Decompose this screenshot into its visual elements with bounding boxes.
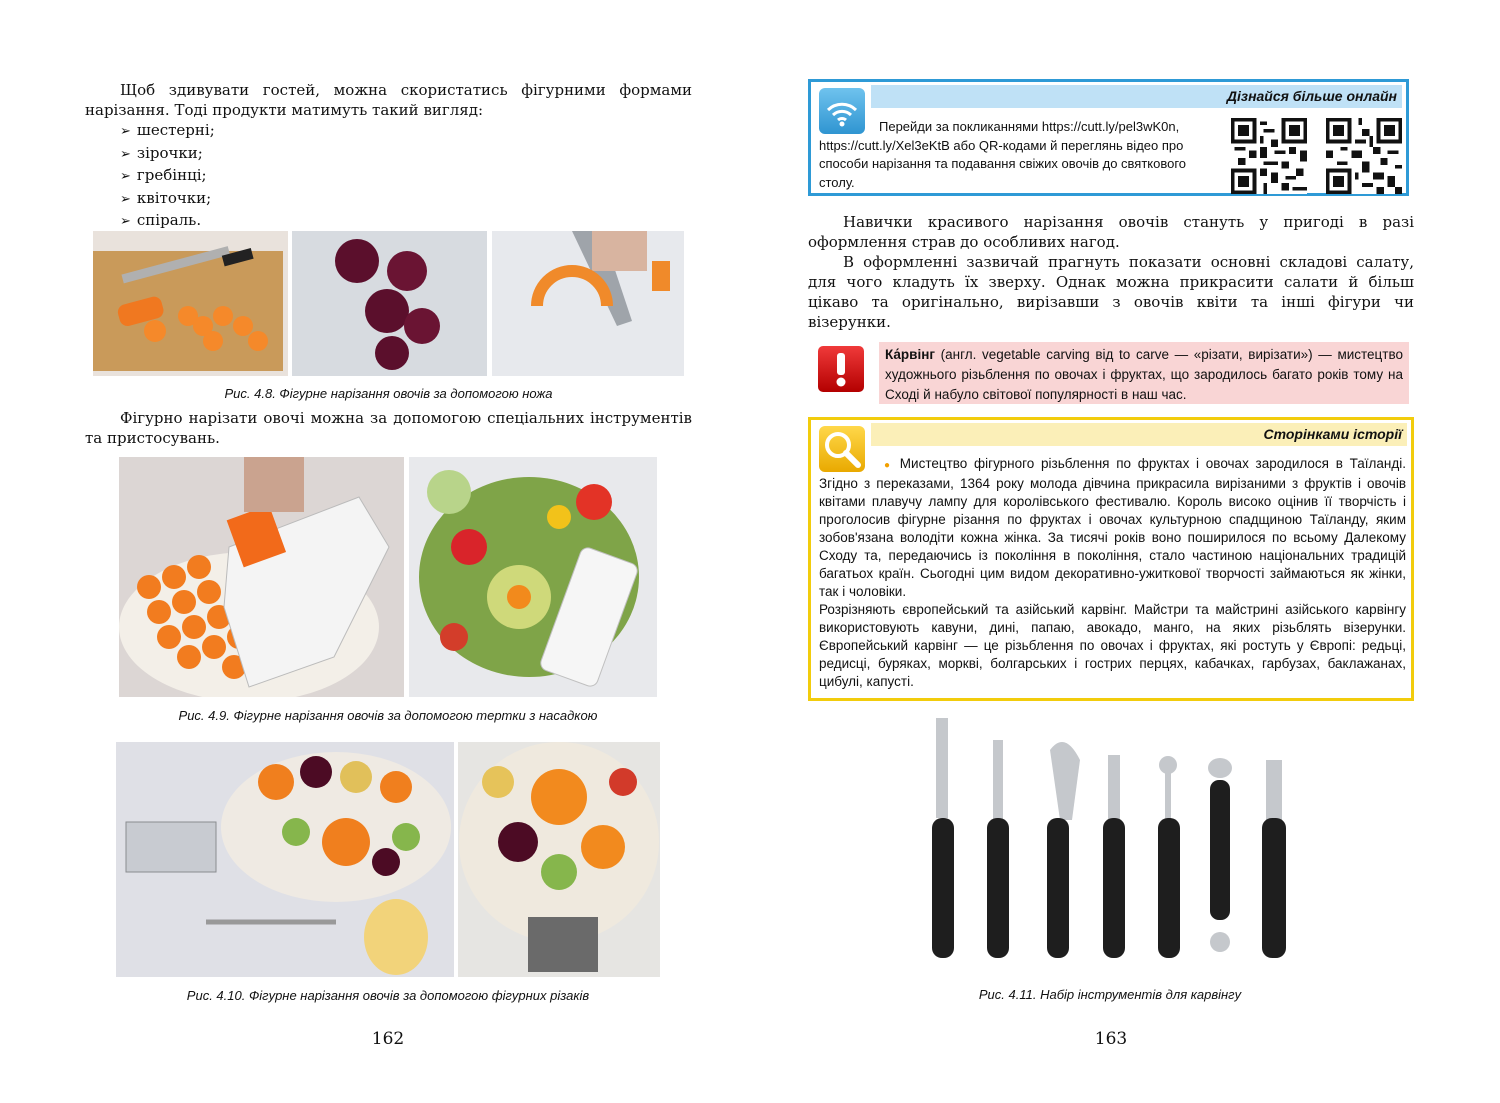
bullet-arrow-icon: ➢ xyxy=(120,169,131,184)
cutters-platter-2-photo xyxy=(458,742,660,977)
online-box-title: Дізнайся більше онлайн xyxy=(871,85,1402,108)
list-item: ➢ зірочки; xyxy=(120,143,203,162)
beet-stars-photo xyxy=(292,231,487,376)
bullet-arrow-icon: ➢ xyxy=(120,124,131,139)
page-number: 162 xyxy=(371,1029,405,1049)
figure-4-9-caption: Рис. 4.9. Фігурне нарізання овочів за допомогою тертки з насадкою xyxy=(178,708,598,723)
list-item: ➢ спіраль. xyxy=(120,211,202,229)
figure-4-11-caption: Рис. 4.11. Набір інструментів для карвінгу xyxy=(978,987,1242,1002)
carving-definition-text: (англ. vegetable carving від to carve — «різати, вирізати») — мистецтво художнього різьблення по овочах і фруктах, що зародилось багато років тому на Сході й набуло світової популярності в наш час. xyxy=(885,347,1403,402)
cutters-platter-photo xyxy=(116,742,454,977)
carrot-gear-cutting-photo xyxy=(492,231,684,376)
history-box-title: Сторінками історії xyxy=(871,423,1407,446)
decorated-platter-photo xyxy=(409,457,657,697)
right-page xyxy=(750,0,1500,1103)
qr-code-1[interactable] xyxy=(1231,118,1307,194)
shapes-list xyxy=(120,120,692,233)
page-number: 163 xyxy=(1094,1029,1128,1049)
list-item: ➢ квіточки; xyxy=(120,188,212,207)
carrot-board-photo xyxy=(93,231,288,376)
paragraph-1: Навички красивого нарізання овочів стануть у пригоді в разі оформлення страв до особливих нагод. xyxy=(808,213,1414,251)
bullet-arrow-icon: ➢ xyxy=(120,191,131,207)
intro-paragraph: Щоб здивувати гостей, можна скористатись фігурними формами нарізання. Тоді продукти матимуть такий вигляд: xyxy=(85,81,692,119)
paragraph-2: В оформленні зазвичай прагнуть показати основні складові салату, для чого кладуть їх зверху. Однак можна прикрасити салати й більш цікаво та оригінально, вирізавши з овочів квіти та інші фігури чи візерунки. xyxy=(808,253,1414,331)
tools-paragraph: Фігурно нарізати овочі можна за допомогою спеціальних інструментів та пристосувань. xyxy=(85,409,692,447)
exclamation-icon xyxy=(818,346,864,392)
carving-definition-box xyxy=(879,342,1409,404)
history-paragraph-1: Мистецтво фігурного різьблення по фруктах і овочах зародилося в Таїланді. Згідно з переказами, 1364 року молода дівчина прикрасила вирізаними з фруктів і овочів квітами плавучу лампу для королівського фестивалю. Король високо оцінив її творчість і проголосив фігурне різання по фруктах і овочах культурною спадщиною Таїланду, яким зобов'язана володіти кожна жінка. За тисячі років воно поширилося по всьому Далекому Сходу та, передаючись із покоління в покоління, стало частиною національних традицій багатьох країн. Сьогодні цим видом декоративно-ужиткової творчості займаються як жінки, так і чоловіки. xyxy=(819,456,1406,599)
grater-photo xyxy=(119,457,404,697)
figure-4-10-caption: Рис. 4.10. Фігурне нарізання овочів за допомогою фігурних різаків xyxy=(186,988,590,1003)
right-body-text xyxy=(808,212,1414,332)
history-box-text xyxy=(819,455,1406,691)
bullet-dot-icon: ● xyxy=(884,460,894,471)
qr-code-2[interactable] xyxy=(1326,118,1402,194)
intro-block xyxy=(85,80,692,233)
history-box xyxy=(808,417,1414,701)
figure-4-8-caption: Рис. 4.8. Фігурне нарізання овочів за допомогою ножа xyxy=(224,386,553,401)
carving-term: Ка́рвінг xyxy=(885,347,935,362)
carving-tools-photo xyxy=(910,710,1310,972)
bullet-arrow-icon: ➢ xyxy=(120,214,131,229)
online-box-text: Перейди за покликаннями https://cutt.ly/pel3wK0n, https://cutt.ly/Xel3eKtB або QR-кодами й переглянь відео про способи нарізання та подавання свіжих овочів до святкового столу. xyxy=(819,119,1187,190)
list-item: ➢ гребінці; xyxy=(120,166,207,184)
history-paragraph-2: Розрізняють європейський та азійський карвінг. Майстри та майстрині азійського карвінгу використовують кавуни, дині, папаю, авокадо, манго, на яких різьблять візерунки. Європейський карвінг — це різьблення по овочах і фруктах, які ростуть у Європі: редьці, редисці, буряках, моркві, болгарських і гострих перцях, кабачках, гарбузах, баклажанах, цибулі, капусті. xyxy=(819,602,1406,689)
online-box xyxy=(808,79,1409,196)
bullet-arrow-icon: ➢ xyxy=(120,146,131,162)
list-item: ➢ шестерні; xyxy=(120,121,215,139)
